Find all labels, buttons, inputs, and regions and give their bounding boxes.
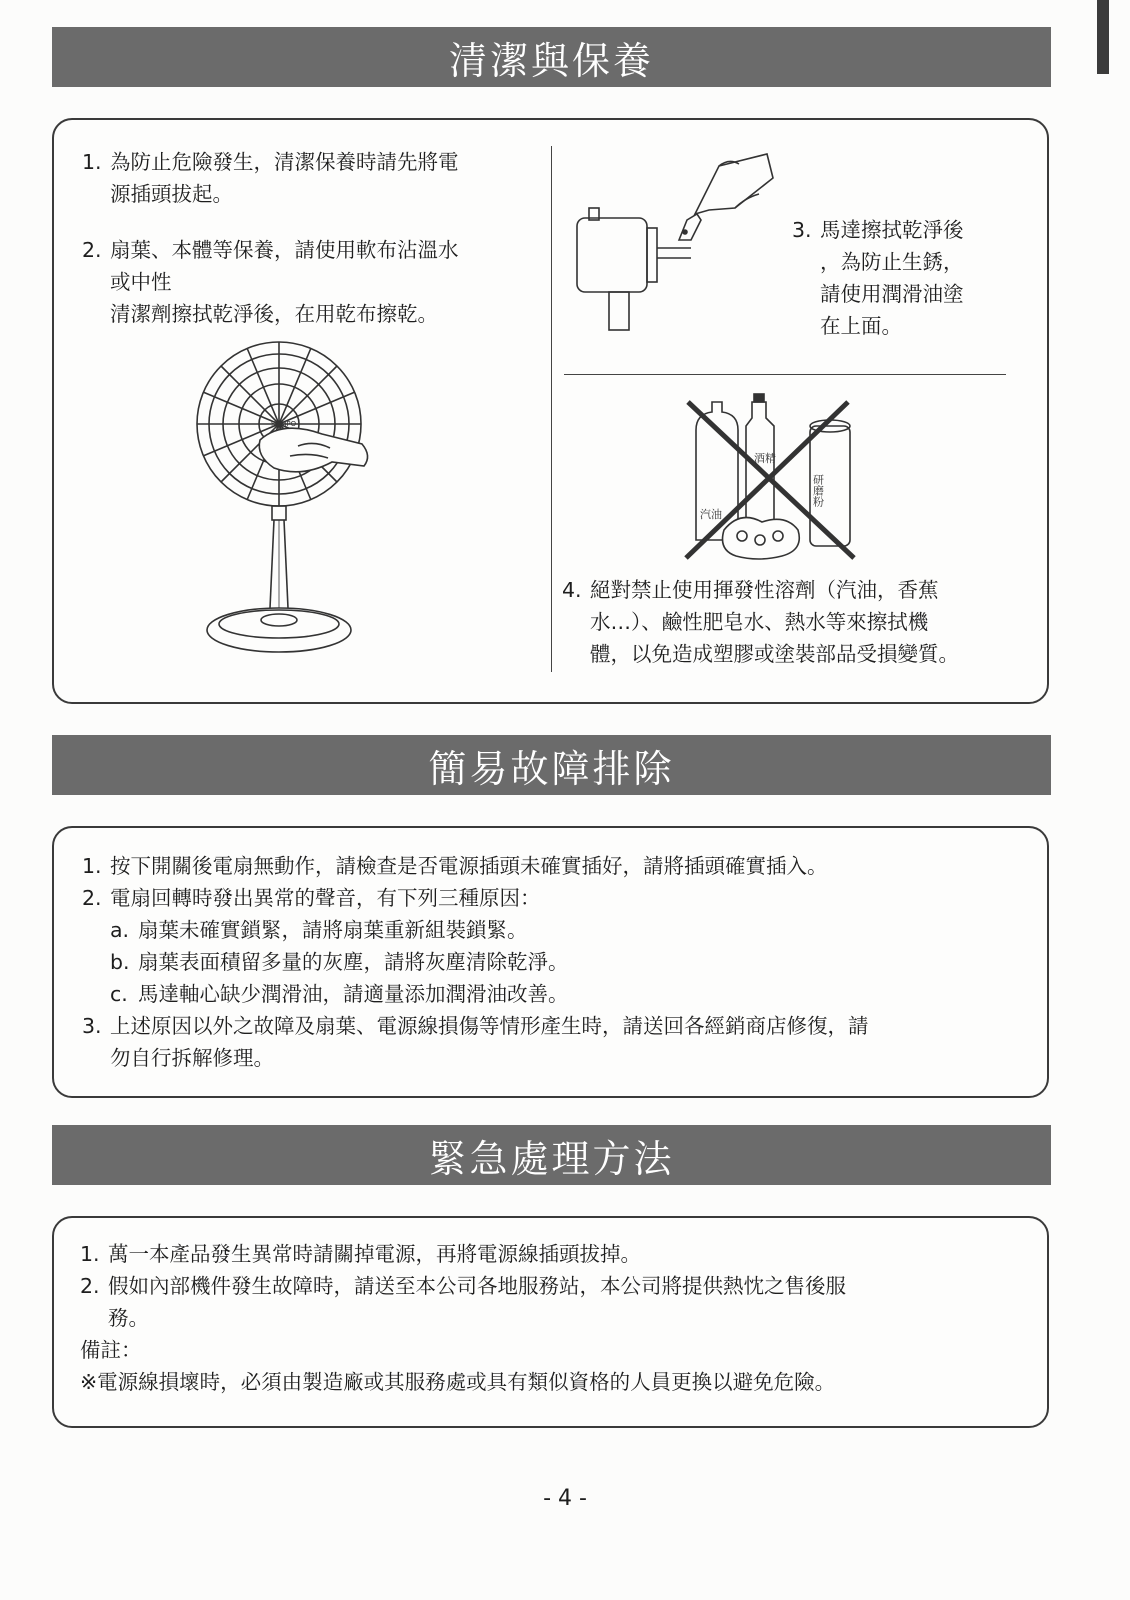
panel-divider-horizontal [564,374,1006,375]
cleaning-item-4: 4. 絕對禁止使用揮發性溶劑（汽油，香蕉 水…）、鹼性肥皂水、熱水等來擦拭機 體，以免造成塑膠或塗裝部品受損變質。 [562,578,959,666]
fan-cleaning-illustration [194,338,474,674]
troubleshooting-section-title: 簡易故障排除 [52,735,1051,795]
troubleshooting-item-3-cont: 勿自行拆解修理。 [110,1046,274,1070]
cleaning-item-2: 2. 扇葉、本體等保養，請使用軟布沾溫水 或中性 清潔劑擦拭乾淨後，在用乾布擦乾。 [82,238,459,326]
emergency-item-2: 2. 假如內部機件發生故障時，請送至本公司各地服務站，本公司將提供熱忱之售後服 [80,1274,846,1298]
bottle-label-gasoline: 汽油 [700,508,722,521]
troubleshooting-sub-a: a. 扇葉未確實鎖緊，請將扇葉重新組裝鎖緊。 [110,918,528,942]
page-number: - 4 - [543,1486,587,1511]
cleaning-item-1: 1. 為防止危險發生，清潔保養時請先將電 源插頭拔起。 [82,150,459,206]
motor-oiling-illustration [569,148,784,338]
troubleshooting-list [82,850,869,1074]
emergency-panel [52,1216,1049,1428]
bottle-label-alcohol: 酒精 [754,452,776,465]
emergency-section-title: 緊急處理方法 [52,1125,1051,1185]
panel-divider-vertical [551,146,552,672]
emergency-list [80,1238,846,1398]
bottle-label-powder: 研磨粉 [811,474,825,507]
emergency-item-1: 1. 萬一本產品發生異常時請關掉電源，再將電源線插頭拔掉。 [80,1242,641,1266]
cleaning-section-title: 清潔與保養 [52,27,1051,87]
emergency-note-label: 備註： [80,1338,142,1362]
troubleshooting-item-2: 2. 電扇回轉時發出異常的聲音，有下列三種原因： [82,886,541,910]
emergency-note-text: ※電源線損壞時，必須由製造廠或其服務處或具有類似資格的人員更換以避免危險。 [80,1370,836,1394]
page-edge-tab [1097,0,1109,74]
prohibited-solvents-illustration [682,390,872,570]
troubleshooting-panel [52,826,1049,1098]
emergency-item-2-cont: 務。 [108,1306,149,1330]
svg-text:SAMPO: SAMPO [271,420,297,428]
troubleshooting-sub-c: c. 馬達軸心缺少潤滑油，請適量添加潤滑油改善。 [110,982,569,1006]
troubleshooting-item-1: 1. 按下開關後電扇無動作，請檢查是否電源插頭未確實插好，請將插頭確實插入。 [82,854,828,878]
troubleshooting-sub-b: b. 扇葉表面積留多量的灰塵，請將灰塵清除乾淨。 [110,950,569,974]
cleaning-item-3: 3. 馬達擦拭乾淨後 ，為防止生銹， 請使用潤滑油塗 在上面。 [792,218,964,338]
cleaning-panel [52,118,1049,704]
troubleshooting-item-3: 3. 上述原因以外之故障及扇葉、電源線損傷等情形產生時，請送回各經銷商店修復，請 [82,1014,869,1038]
